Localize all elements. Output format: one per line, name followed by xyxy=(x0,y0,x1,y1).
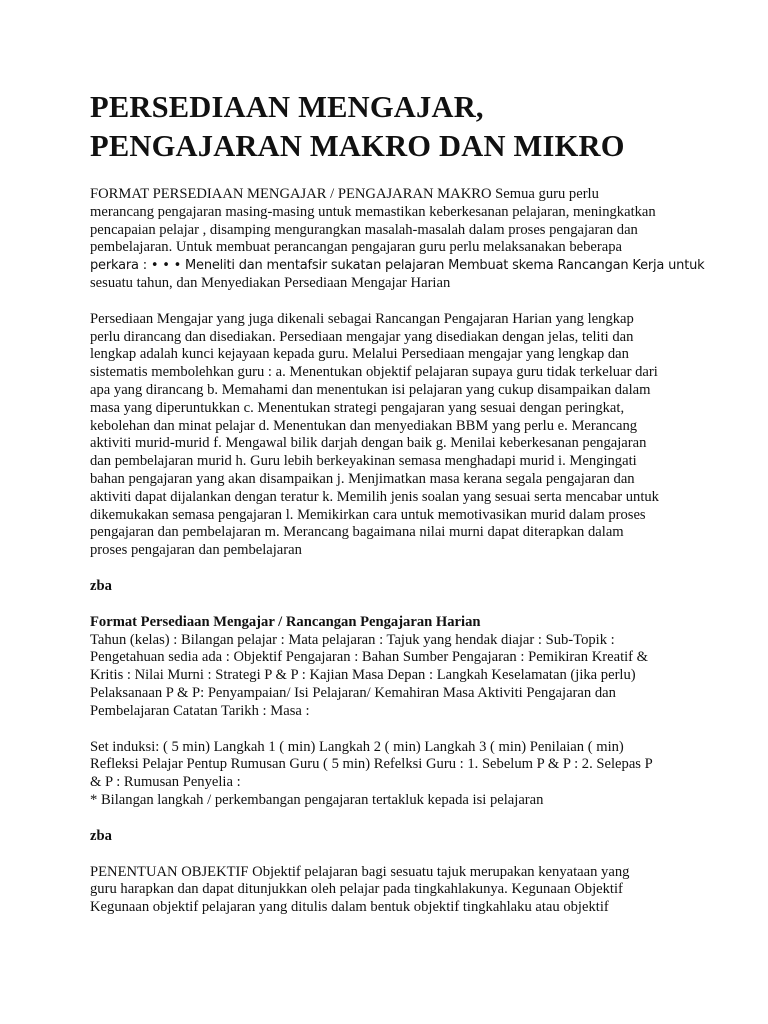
text-line: aktiviti murid-murid f. Mengawal bilik darjah dengan baik g. Menilai keberkesanan pengajaran xyxy=(90,435,647,452)
text-line: Persediaan Mengajar yang juga dikenali sebagai Rancangan Pengajaran Harian yang lengkap xyxy=(90,310,634,327)
text-line: dan pembelajaran murid h. Guru lebih berkeyakinan semasa menghadapi murid i. Mengingati xyxy=(90,453,637,470)
text-line: FORMAT PERSEDIAAN MENGAJAR / PENGAJARAN MAKRO Semua guru perlu xyxy=(90,186,599,202)
text-line: aktiviti dapat dijalankan dengan teratur k. Memilih jenis soalan yang sesuai serta mencabar untuk xyxy=(90,488,659,505)
format-section xyxy=(90,614,686,721)
text-line: Kegunaan objektif pelajaran yang ditulis dalam bentuk objektif tingkahlaku atau objektif xyxy=(90,899,609,916)
text-line: Kritis : Nilai Murni : Strategi P & P : Kajian Masa Depan : Langkah Keselamatan (jika perlu) xyxy=(90,667,636,684)
paragraph-spacer xyxy=(90,560,686,578)
paragraph-spacer xyxy=(90,293,686,311)
text-line: * Bilangan langkah / perkembangan pengajaran tertakluk kepada isi pelajaran xyxy=(90,791,544,808)
title-line: PENGAJARAN MAKRO DAN MIKRO xyxy=(90,129,625,163)
text-line: sistematis membolehkan guru : a. Menentukan objektif pelajaran supaya guru tidak terkeluar dari xyxy=(90,364,658,381)
intro-paragraph xyxy=(90,186,705,293)
objective-paragraph xyxy=(90,864,686,917)
zba-marker: zba xyxy=(90,577,112,594)
text-line: Set induksi: ( 5 min) Langkah 1 ( min) Langkah 2 ( min) Langkah 3 ( min) Penilaian ( min) xyxy=(90,738,624,755)
paragraph-spacer xyxy=(90,846,686,864)
text-line: Pembelajaran Catatan Tarikh : Masa : xyxy=(90,702,310,719)
text-line: pembelajaran. Untuk membuat perancangan pengajaran guru perlu melaksanakan beberapa xyxy=(90,239,623,256)
paragraph-spacer xyxy=(90,810,686,828)
text-line: pengajaran dan pembelajaran m. Merancang bagaimana nilai murni dapat diterapkan dalam xyxy=(90,524,624,541)
text-line: perkara : • • • Meneliti dan mentafsir sukatan pelajaran Membuat skema Rancangan Kerja untuk xyxy=(90,258,705,274)
text-line: Pengetahuan sedia ada : Objektif Pengajaran : Bahan Sumber Pengajaran : Pemikiran Kreatif & xyxy=(90,649,649,666)
text-line: merancang pengajaran masing-masing untuk memastikan keberkesanan pelajaran, meningkatkan xyxy=(90,203,656,220)
text-line: & P : Rumusan Penyelia : xyxy=(90,774,241,791)
text-line: perlu dirancang dan disediakan. Persediaan mengajar yang disediakan dengan jelas, teliti dan xyxy=(90,328,634,345)
text-line: bahan pengajaran yang akan disampaikan j. Menjimatkan masa kerana segala pengajaran dan xyxy=(90,470,635,487)
text-line: lengkap adalah kunci kejayaan kepada guru. Melalui Persediaan mengajar yang lengkap dan xyxy=(90,346,629,363)
section-heading: Format Persediaan Mengajar / Rancangan Pengajaran Harian xyxy=(90,613,481,630)
text-line: Refleksi Pelajar Pentup Rumusan Guru ( 5 min) Refelksi Guru : 1. Sebelum P & P : 2. Selepas P xyxy=(90,756,653,773)
text-line: proses pengajaran dan pembelajaran xyxy=(90,542,302,559)
text-line: masa yang diperuntukkan c. Menentukan strategi pengajaran yang sesuai dengan peringkat, xyxy=(90,399,625,416)
document-title xyxy=(90,88,686,166)
text-line: sesuatu tahun, dan Menyediakan Persediaan Mengajar Harian xyxy=(90,274,451,291)
text-line: Tahun (kelas) : Bilangan pelajar : Mata pelajaran : Tajuk yang hendak diajar : Sub-Topik : xyxy=(90,631,615,648)
text-line: dikemukakan semasa pengajaran l. Memikirkan cara untuk memotivasikan murid dalam proses xyxy=(90,506,646,523)
text-line: Pelaksanaan P & P: Penyampaian/ Isi Pelajaran/ Kemahiran Masa Aktiviti Pengajaran dan xyxy=(90,684,616,701)
zba-marker: zba xyxy=(90,827,112,844)
title-line: PERSEDIAAN MENGAJAR, xyxy=(90,90,484,124)
text-line: PENENTUAN OBJEKTIF Objektif pelajaran bagi sesuatu tajuk merupakan kenyataan yang xyxy=(90,863,630,880)
steps-paragraph xyxy=(90,739,686,810)
text-line: kebolehan dan minat pelajar d. Menentukan dan menyediakan BBM yang perlu e. Merancang xyxy=(90,417,638,434)
text-line: apa yang dirancang b. Memahami dan menentukan isi pelajaran yang cukup disampaikan dalam xyxy=(90,381,651,398)
paragraph-spacer xyxy=(90,596,686,614)
paragraph-spacer xyxy=(90,721,686,739)
text-line: guru harapkan dan dapat ditunjukkan oleh pelajar pada tingkahlakunya. Kegunaan Objektif xyxy=(90,881,623,898)
text-line: pencapaian pelajar , disamping mengurangkan masalah-masalah dalam proses pengajaran dan xyxy=(90,221,638,238)
document-page xyxy=(90,88,705,917)
purpose-paragraph xyxy=(90,311,686,560)
